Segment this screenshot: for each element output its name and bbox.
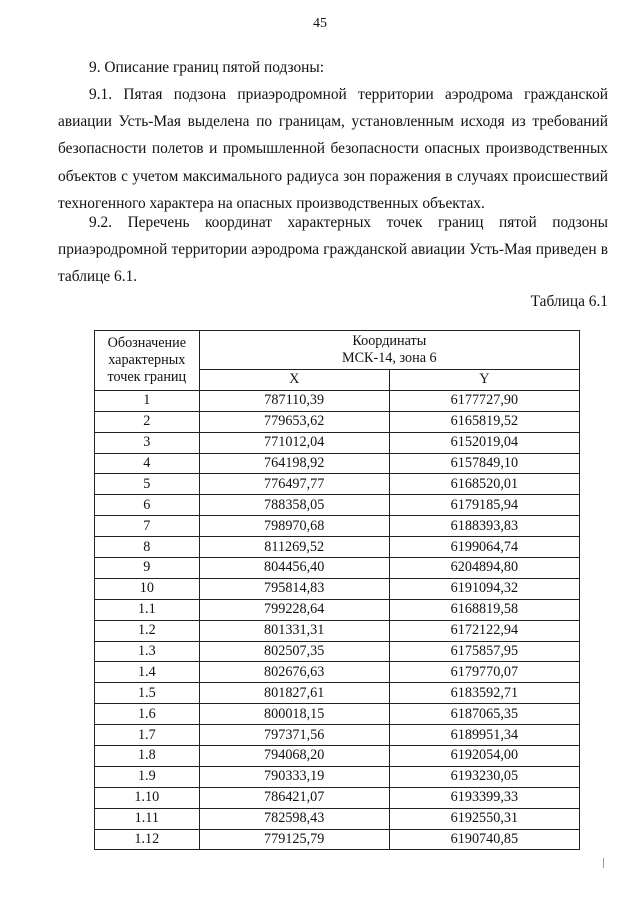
cell-point: 1.4 — [95, 662, 200, 683]
table-row — [95, 641, 580, 662]
cell-x: 798970,68 — [199, 516, 389, 537]
table-row — [95, 411, 580, 432]
table-row — [95, 808, 580, 829]
cell-y: 6187065,35 — [389, 704, 579, 725]
cell-point: 10 — [95, 578, 200, 599]
cell-y: 6191094,32 — [389, 578, 579, 599]
cell-x: 764198,92 — [199, 453, 389, 474]
header-points-line1: Обозначение — [107, 334, 187, 351]
cell-point: 1.8 — [95, 746, 200, 767]
cell-x: 795814,83 — [199, 578, 389, 599]
header-points-line2: характерных — [108, 351, 186, 368]
cell-x: 776497,77 — [199, 474, 389, 495]
table-row — [95, 453, 580, 474]
section-heading-text: 9. Описание границ пятой подзоны: — [89, 59, 325, 76]
cell-y: 6192054,00 — [389, 746, 579, 767]
table-row — [95, 766, 580, 787]
table-row — [95, 495, 580, 516]
cell-point: 1.5 — [95, 683, 200, 704]
cell-x: 800018,15 — [199, 704, 389, 725]
cell-x: 802507,35 — [199, 641, 389, 662]
cell-y: 6157849,10 — [389, 453, 579, 474]
header-points — [95, 331, 200, 391]
cell-x: 797371,56 — [199, 725, 389, 746]
paragraph-9-2: 9.2. Перечень координат характерных точек границ пятой подзоны приаэродромной территории аэродрома гражданской авиации Усть-Мая приведен в таблице 6.1. — [58, 214, 608, 286]
table-caption: Таблица 6.1 — [530, 293, 608, 310]
cell-y: 6183592,71 — [389, 683, 579, 704]
cell-point: 1 — [95, 390, 200, 411]
cell-y: 6152019,04 — [389, 432, 579, 453]
cell-y: 6193230,05 — [389, 766, 579, 787]
cell-point: 1.6 — [95, 704, 200, 725]
cell-point: 1.9 — [95, 766, 200, 787]
cell-y: 6168520,01 — [389, 474, 579, 495]
cell-y: 6192550,31 — [389, 808, 579, 829]
table-row — [95, 829, 580, 850]
table-row — [95, 725, 580, 746]
cell-point: 1.12 — [95, 829, 200, 850]
table-row — [95, 746, 580, 767]
cell-x: 799228,64 — [199, 599, 389, 620]
cell-y: 6177727,90 — [389, 390, 579, 411]
cell-point: 1.2 — [95, 620, 200, 641]
table-row — [95, 558, 580, 579]
cell-y: 6179770,07 — [389, 662, 579, 683]
cell-x: 779653,62 — [199, 411, 389, 432]
cell-y: 6172122,94 — [389, 620, 579, 641]
header-x: X — [199, 370, 389, 391]
cell-point: 9 — [95, 558, 200, 579]
cell-point: 1.1 — [95, 599, 200, 620]
cell-point: 1.11 — [95, 808, 200, 829]
cell-x: 771012,04 — [199, 432, 389, 453]
table-row — [95, 620, 580, 641]
cell-x: 787110,39 — [199, 390, 389, 411]
cell-x: 802676,63 — [199, 662, 389, 683]
cell-x: 801827,61 — [199, 683, 389, 704]
cell-x: 782598,43 — [199, 808, 389, 829]
cell-y: 6168819,58 — [389, 599, 579, 620]
cell-x: 779125,79 — [199, 829, 389, 850]
table-row — [95, 662, 580, 683]
cell-y: 6199064,74 — [389, 537, 579, 558]
cell-y: 6175857,95 — [389, 641, 579, 662]
cell-x: 801331,31 — [199, 620, 389, 641]
table-row — [95, 704, 580, 725]
cell-point: 1.7 — [95, 725, 200, 746]
header-coords-line1: Координаты — [352, 333, 427, 349]
table-row — [95, 683, 580, 704]
cell-y: 6179185,94 — [389, 495, 579, 516]
table-row — [95, 578, 580, 599]
cell-point: 3 — [95, 432, 200, 453]
table-row — [95, 599, 580, 620]
cell-y: 6190740,85 — [389, 829, 579, 850]
cell-point: 5 — [95, 474, 200, 495]
table-row — [95, 537, 580, 558]
scan-mark — [603, 858, 604, 868]
cell-point: 1.10 — [95, 787, 200, 808]
cell-x: 788358,05 — [199, 495, 389, 516]
header-coords-line2: МСК-14, зона 6 — [341, 350, 437, 366]
cell-point: 1.3 — [95, 641, 200, 662]
cell-point: 7 — [95, 516, 200, 537]
cell-x: 790333,19 — [199, 766, 389, 787]
cell-point: 4 — [95, 453, 200, 474]
cell-y: 6204894,80 — [389, 558, 579, 579]
cell-point: 2 — [95, 411, 200, 432]
cell-point: 6 — [95, 495, 200, 516]
cell-x: 794068,20 — [199, 746, 389, 767]
cell-y: 6165819,52 — [389, 411, 579, 432]
cell-x: 786421,07 — [199, 787, 389, 808]
coordinates-table — [94, 330, 580, 850]
header-y: Y — [389, 370, 579, 391]
section-heading — [58, 54, 608, 81]
cell-y: 6193399,33 — [389, 787, 579, 808]
table-row — [95, 516, 580, 537]
paragraph-9-1: 9.1. Пятая подзона приаэродромной территории аэродрома гражданской авиации Усть-Мая выделена по границам, установленным исходя из требований безопасности полетов и промышленной безопасности опасных производственных объектов с учетом максимального радиуса зон поражения в случаях происшествий техногенного характера на опасных производственных объектах. — [58, 86, 608, 212]
table-body — [95, 390, 580, 850]
cell-x: 804456,40 — [199, 558, 389, 579]
cell-x: 811269,52 — [199, 537, 389, 558]
cell-y: 6188393,83 — [389, 516, 579, 537]
cell-point: 8 — [95, 537, 200, 558]
table-row — [95, 432, 580, 453]
cell-y: 6189951,34 — [389, 725, 579, 746]
header-coordinates — [199, 331, 579, 370]
header-points-line3: точек границ — [107, 368, 187, 385]
page-number: 45 — [313, 16, 327, 31]
table-header-row — [95, 331, 580, 370]
table-row — [95, 787, 580, 808]
table-row — [95, 474, 580, 495]
table-row — [95, 390, 580, 411]
